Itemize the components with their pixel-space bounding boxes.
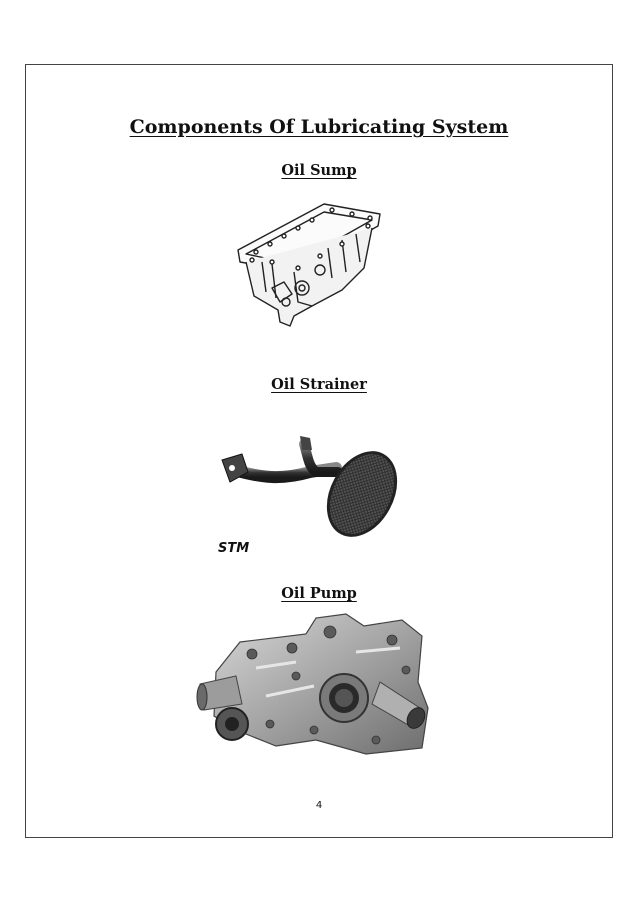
oil-strainer-image: [212, 432, 398, 557]
heading-oil-pump: Oil Pump: [281, 585, 357, 602]
heading-oil-strainer: Oil Strainer: [271, 376, 367, 393]
heading-oil-sump: Oil Sump: [281, 162, 357, 179]
oil-pump-image: [196, 612, 432, 758]
page-number: 4: [315, 800, 323, 811]
stm-logo: STM: [218, 541, 250, 556]
oil-sump-image: [232, 198, 384, 330]
page-title: Components Of Lubricating System: [129, 116, 509, 138]
